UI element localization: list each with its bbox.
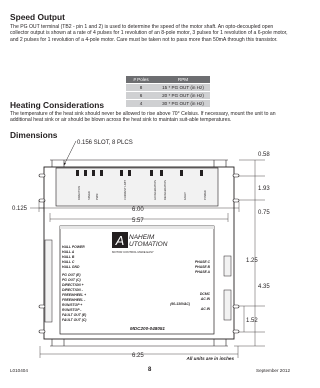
right-label: AC IN: [200, 307, 210, 311]
model-label: MDC200-048051: [130, 326, 165, 331]
left-label: RUN/STOP -: [62, 308, 82, 312]
left-label: HALL POWER: [62, 245, 85, 249]
left-label: RUN/STOP +: [62, 303, 83, 307]
left-label: HALL B: [62, 255, 75, 259]
heating-heading: Heating Considerations: [10, 100, 104, 110]
right-label: DCMC: [199, 292, 210, 296]
logo-bottom-text: UTOMATION: [129, 241, 168, 248]
right-label: PHASE C: [194, 260, 210, 264]
dim-value: 0.75: [258, 210, 270, 216]
units-note: All units are in inches: [186, 356, 234, 361]
left-terminal-block: [45, 240, 52, 322]
left-label: FAULT OUT (C): [62, 318, 87, 322]
dim-value: 6.25: [132, 353, 144, 359]
left-label: DIRECTION -: [62, 288, 83, 292]
table-cell: 20 * PG OUT (in Hz): [156, 92, 210, 100]
left-label: HALL GND: [62, 265, 80, 269]
right-terminal-power: [224, 290, 231, 320]
right-label: AC IN: [200, 297, 210, 301]
top-label: POWER: [204, 190, 207, 200]
logo-tagline: MOTOR CONTROL MADE EASY: [112, 250, 154, 254]
left-label: FREEWHEEL +: [62, 293, 87, 297]
logo-letter: A: [115, 233, 125, 248]
dim-value: 1.25: [246, 258, 258, 264]
right-label: PHASE B: [194, 265, 210, 269]
dim-value: 0.125: [12, 206, 28, 212]
heatsink-fins-bottom: [50, 339, 228, 346]
table-cell: 15 * PG OUT (in Hz): [156, 84, 210, 92]
left-label: PG OUT (C): [62, 278, 81, 282]
footer-date: September 2012: [256, 368, 290, 373]
left-label: DIRECTION +: [62, 283, 84, 287]
heating-text: The temperature of the heat sink should never be allowed to rise above 70° Celsius. If necessary, mount the unit to an additional heat sink or air should be blown across the heat sink to maintain suit-able temperatures.: [10, 111, 276, 124]
right-label: (60-130VAC): [170, 302, 190, 306]
top-label: ACCELERATION: [154, 180, 157, 200]
top-label: PWM: [96, 193, 99, 200]
left-label: HALL A: [62, 250, 75, 254]
table-cell: 30 * PG OUT (in Hz): [156, 100, 210, 108]
dim-value: 1.93: [258, 186, 270, 192]
dim-value: 4.35: [258, 284, 270, 290]
logo-top-text: NAHEIM: [129, 234, 155, 241]
table-header-rpm: RPM: [156, 76, 210, 84]
slot-callout: 0.156 SLOT, 8 PLCS: [77, 140, 133, 146]
dim-value: 5.57: [132, 218, 144, 224]
table-header-poles: # Poles: [126, 76, 156, 84]
footer-doc-id: L010404: [10, 368, 28, 373]
table-cell: 4: [126, 100, 156, 108]
footer-page-number: 8: [148, 367, 152, 373]
left-label: FREEWHEEL -: [62, 298, 86, 302]
speed-output-heading: Speed Output: [10, 12, 65, 22]
table-cell: 6: [126, 92, 156, 100]
right-label: PHASE A: [195, 270, 210, 274]
heatsink-fins-top: [50, 160, 228, 167]
dimensions-heading: Dimensions: [10, 130, 58, 140]
right-terminal-phase: [224, 256, 231, 276]
table-cell: 8: [126, 84, 156, 92]
dim-value: 6.00: [132, 207, 144, 213]
top-label: FAULT: [184, 192, 187, 200]
dim-value: 1.52: [246, 318, 258, 324]
left-label: FAULT OUT (E): [62, 313, 87, 317]
left-label: PG OUT (E): [62, 273, 81, 277]
top-label: DECELERATION: [164, 180, 167, 200]
right-dimension-values: [246, 152, 270, 324]
top-label: SPEED: [88, 191, 91, 200]
top-label: CURRENT LIMIT: [124, 180, 127, 200]
dim-value: 0.58: [258, 152, 270, 158]
top-label: DIRECTION: [78, 185, 81, 200]
left-label: HALL C: [62, 260, 75, 264]
speed-output-text: The PG OUT terminal (TB2 - pin 1 and 2) is used to determine the speed of the motor shaft. An opto-decoupled open collector output is shown at a rate of 4 pulses for 1 revolution of an 8-pole motor, 3 pulses for 1 revolution of a 6-pole motor, and 2 pulses for 1 revolution of a 4-pole motor. Care must be taken not to pass more than 50mA through this transistor.: [10, 24, 288, 43]
